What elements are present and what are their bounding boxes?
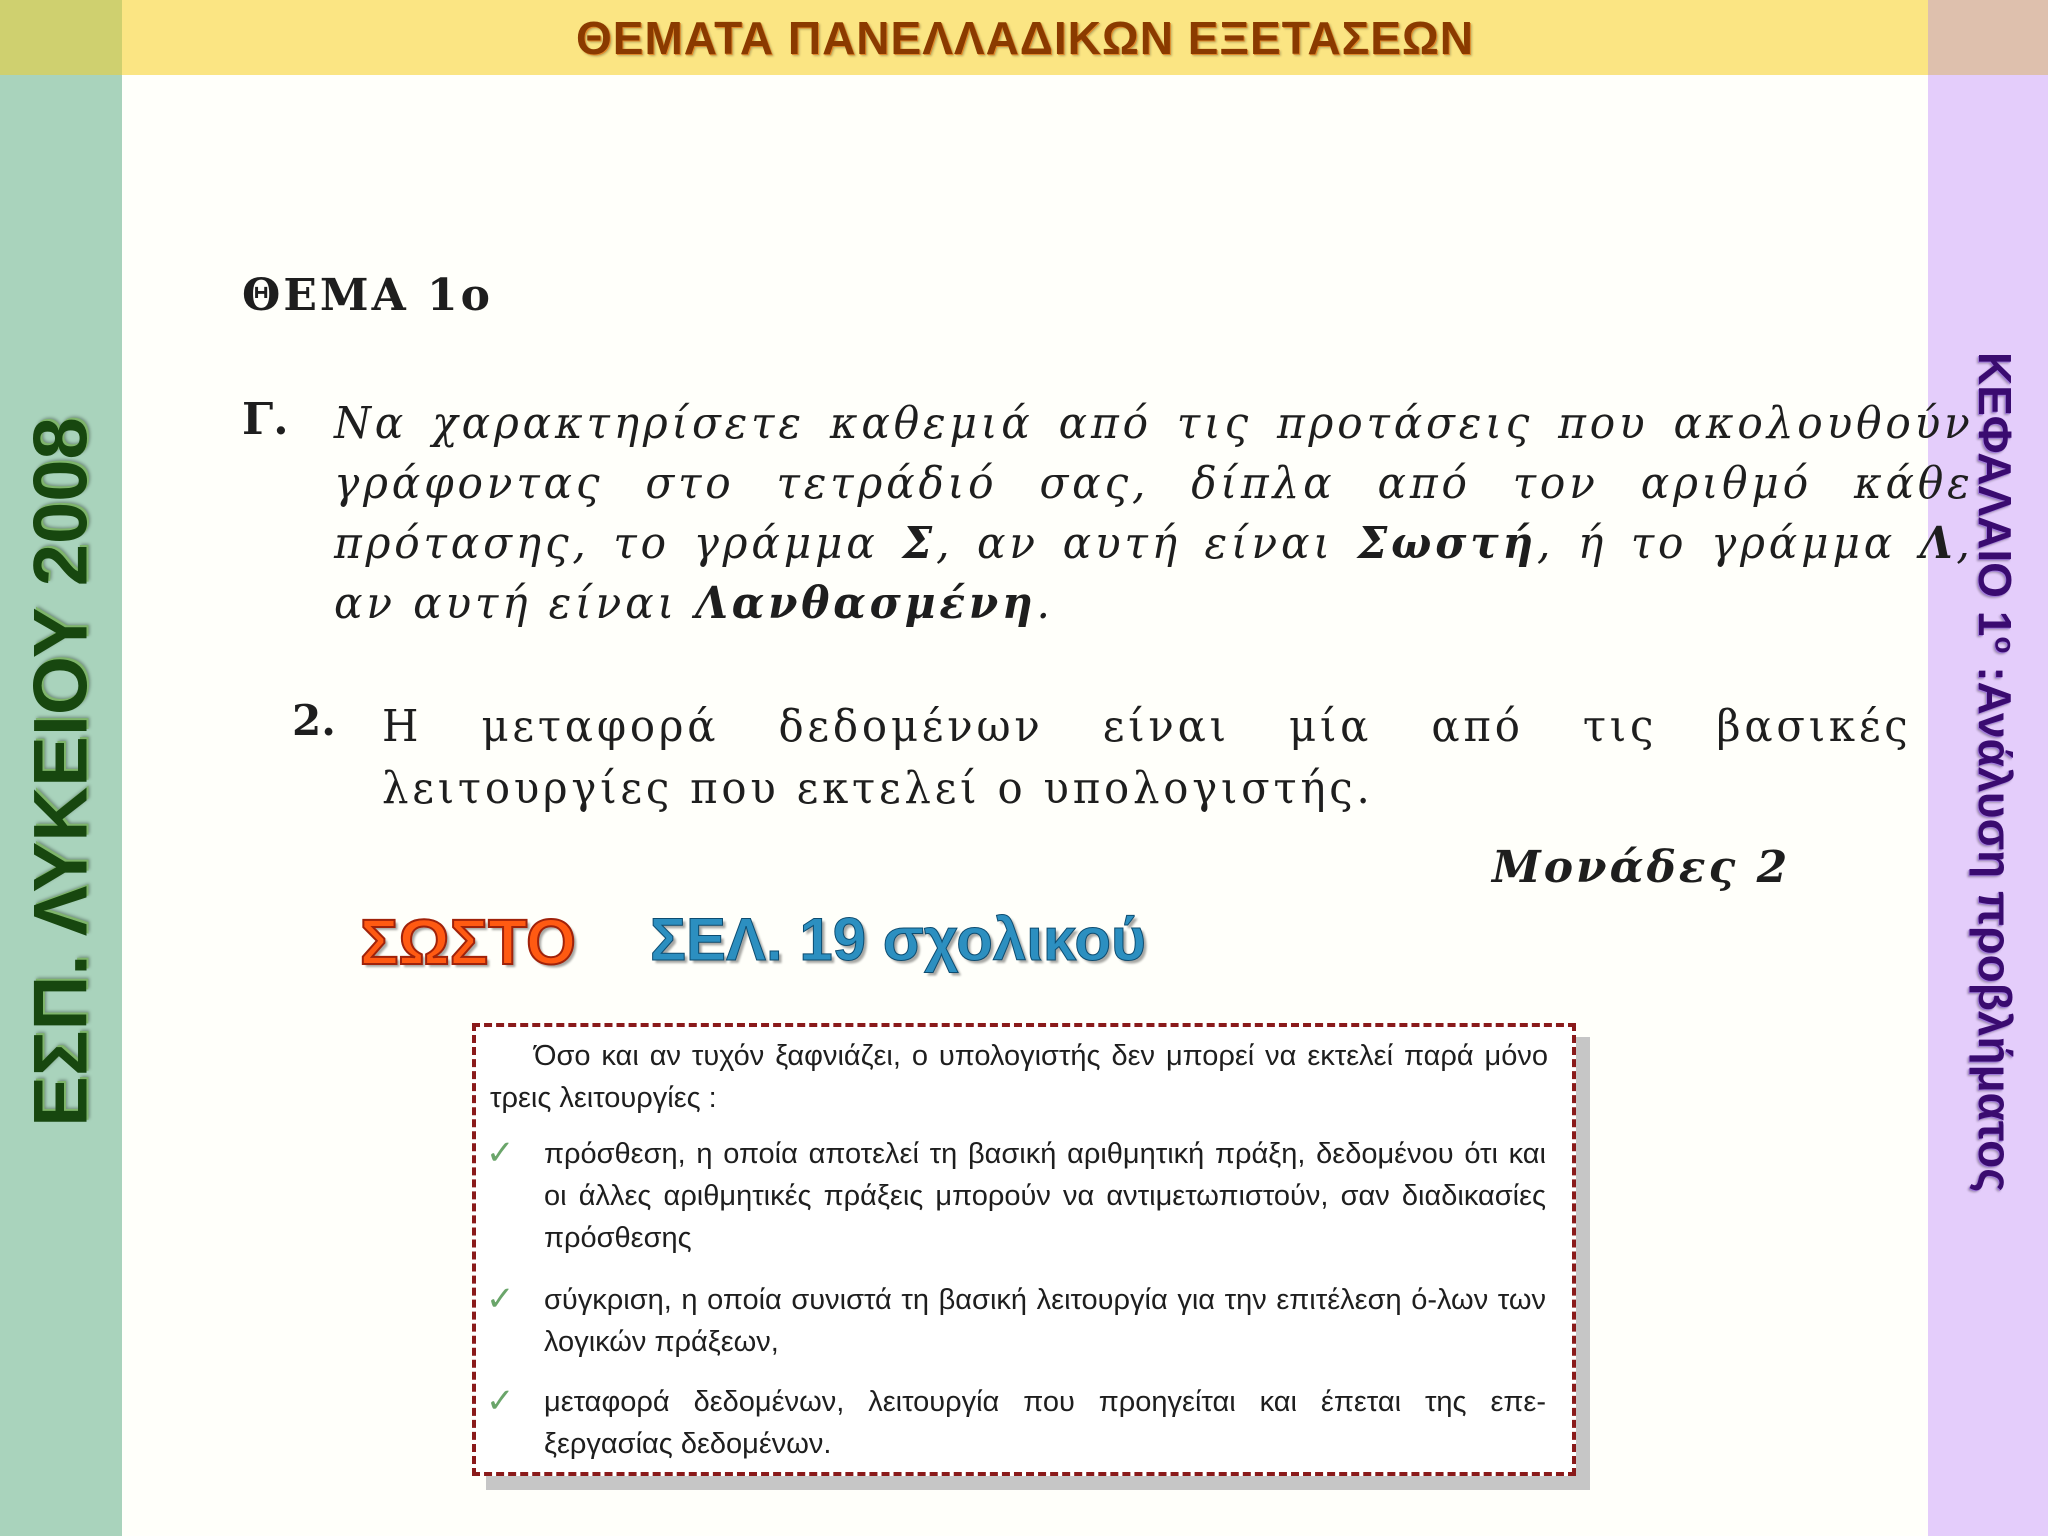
- corner-block-right: [1928, 0, 2048, 75]
- textbook-reference: ΣΕΛ. 19 σχολικού: [650, 906, 1146, 973]
- word-wrong: Λανθασμένη: [695, 578, 1037, 629]
- instruction-text: , αν αυτή είναι: [334, 518, 1974, 629]
- check-icon: ✓: [486, 1134, 515, 1172]
- list-item-text: πρόσθεση, η οποία αποτελεί τη βασική αριθμητική πράξη, δεδομένου ότι και οι άλλες αριθμητικές πράξεις μπορούν να αντιμετωπιστούν, σαν διαδικασίες πρόσθεσης: [544, 1138, 1546, 1254]
- theme-title: ΘΕΜΑ 1ο: [242, 270, 493, 321]
- chapter-superscript: ο: [1989, 636, 2021, 654]
- left-sidebar-label: ΕΣΠ. ΛΥΚΕΙΟΥ 2008: [18, 417, 104, 1127]
- question-letter: Γ.: [242, 394, 289, 445]
- item-number: 2.: [292, 696, 336, 745]
- chapter-label: ΚΕΦΑΛΑΙΟ 1: [1969, 351, 2021, 637]
- textbook-excerpt: [472, 1023, 1576, 1476]
- instruction-text: .: [1036, 578, 1054, 629]
- instruction-text: , αν αυτή είναι: [936, 518, 1358, 569]
- check-icon: ✓: [486, 1382, 515, 1420]
- check-icon: ✓: [486, 1280, 515, 1318]
- chapter-subject: :Ανάλυση προβλήματος: [1969, 653, 2021, 1193]
- item-statement: Η μεταφορά δεδομένων είναι μία από τις βασικές λειτουργίες που εκτελεί ο υπολογιστής.: [382, 701, 1912, 814]
- instruction-text: Να χαρακτηρίσετε καθεμιά από τις προτάσεις που ακολουθούν γράφοντας στο τετράδιό σας, δίπλα από τον αριθμό κάθε πρότασης, το γράμμα: [334, 398, 1974, 569]
- points-label: Μονάδες 2: [1492, 842, 1791, 893]
- list-item-text: σύγκριση, η οποία συνιστά τη βασική λειτουργία για την επιτέλεση ό-λων των λογικών πράξεων,: [544, 1284, 1546, 1358]
- word-correct: Σωστή: [1357, 518, 1538, 569]
- letter-correct: Σ: [902, 518, 937, 569]
- instruction-text: , ή το γράμμα: [1537, 518, 1920, 569]
- excerpt-intro: Όσο και αν τυχόν ξαφνιάζει, ο υπολογιστής δεν μπορεί να εκτελεί παρά μόνο τρεις λειτουργίες :: [490, 1040, 1548, 1114]
- letter-wrong: Λ: [1919, 518, 1957, 569]
- list-item-text: μεταφορά δεδομένων, λειτουργία που προηγείται και έπεται της επε-ξεργασίας δεδομένων.: [544, 1386, 1546, 1460]
- right-sidebar-label: [1968, 352, 2022, 1192]
- header-bar: [122, 0, 1928, 75]
- corner-block-left: [0, 0, 122, 75]
- header-title: ΘΕΜΑΤΑ ΠΑΝΕΛΛΑΔΙΚΩΝ ΕΞΕΤΑΣΕΩΝ: [576, 11, 1474, 64]
- question-instruction: [334, 394, 1974, 634]
- answer-label: ΣΩΣΤΟ: [360, 906, 576, 978]
